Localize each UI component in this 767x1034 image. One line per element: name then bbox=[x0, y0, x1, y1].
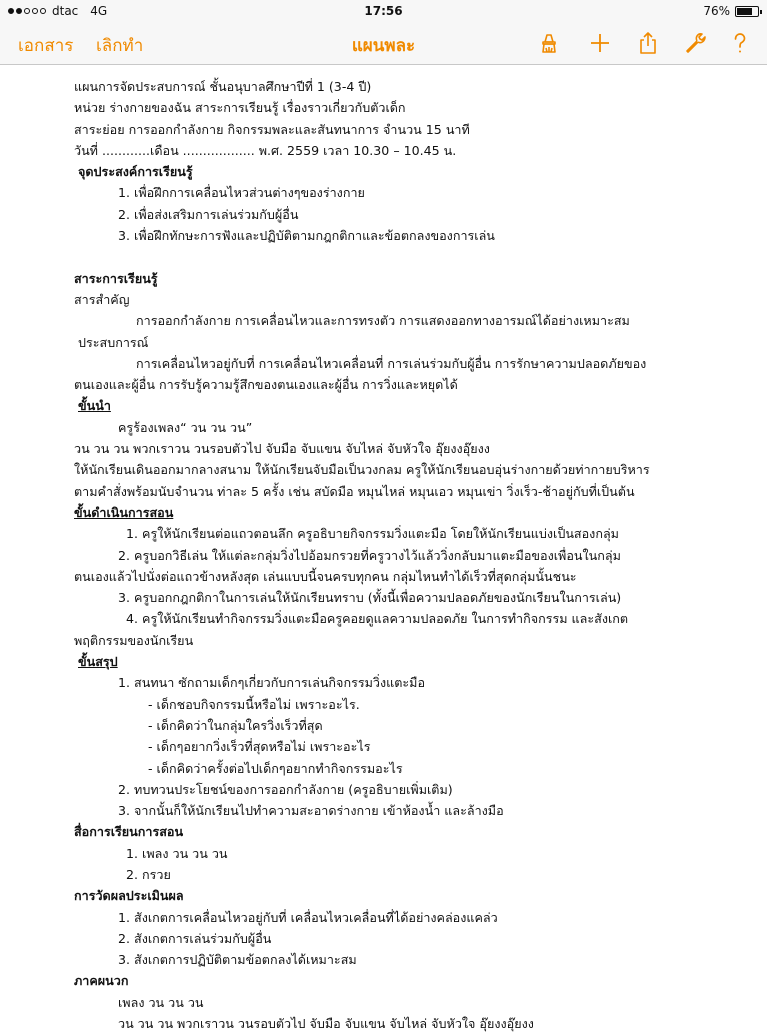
summary-question: - เด็กคิดว่าในกลุ่มใครวิ่งเร็วที่สุด bbox=[148, 717, 323, 733]
help-icon[interactable] bbox=[728, 31, 752, 55]
summary-heading: ขั้นสรุป bbox=[78, 654, 118, 670]
app-toolbar bbox=[0, 22, 767, 65]
key-text: การออกกำลังกาย การเคลื่อนไหวและการทรงตัว การแสดงออกทางอารมณ์ได้อย่างเหมาะสม bbox=[136, 313, 630, 329]
procedure-step: 3. ครูบอกกฎกติกาในการเล่นให้นักเรียนทราบ (ทั้งนี้เพื่อความปลอดภัยของนักเรียนในการเล่น) bbox=[118, 590, 622, 606]
intro-lyrics: วน วน วน พวกเราวน วนรอบตัวไป จับมือ จับแขน จับไหล่ จับหัวใจ อุ๊ยงงอุ๊ยงง bbox=[74, 441, 490, 457]
experience-label: ประสบการณ์ bbox=[78, 334, 149, 350]
clock: 17:56 bbox=[364, 4, 403, 18]
media-item: 1. เพลง วน วน วน bbox=[126, 845, 228, 861]
intro-text: ตามคำสั่งพร้อมนับจำนวน ท่าละ 5 ครั้ง เช่น สบัดมือ หมุนไหล่ หมุนเอว หมุนเข่า วิ่งเร็ว-ช้าอยู่กับที่เป็นต้น bbox=[74, 483, 635, 499]
summary-question: - เด็กชอบกิจกรรมนี้หรือไม่ เพราะอะไร. bbox=[148, 696, 360, 712]
plus-icon[interactable] bbox=[588, 31, 612, 55]
objective-item: 3. เพื่อฝึกทักษะการฟังและปฏิบัติตามกฎกติกาและข้อตกลงของการเล่น bbox=[118, 228, 495, 244]
intro-text: ให้นักเรียนเดินออกมากลางสนาม ให้นักเรียนจับมือเป็นวงกลม ครูให้นักเรียนอบอุ่นร่างกายด้วยท่ากายบริหาร bbox=[74, 462, 650, 478]
header-line: วันที่ ............เดือน .................. พ.ศ. 2559 เวลา 10.30 – 10.45 น. bbox=[74, 142, 457, 158]
procedure-heading: ขั้นดำเนินการสอน bbox=[74, 504, 174, 520]
procedure-step: พฤติกรรมของนักเรียน bbox=[74, 632, 194, 648]
status-bar bbox=[0, 0, 767, 22]
intro-song: ครูร้องเพลง“ วน วน วน” bbox=[118, 419, 253, 435]
evaluation-heading: การวัดผลประเมินผล bbox=[74, 888, 184, 904]
network-type: 4G bbox=[90, 4, 108, 18]
objective-item: 1. เพื่อฝึกการเคลื่อนไหวส่วนต่างๆของร่างกาย bbox=[118, 185, 365, 201]
content-heading: สาระการเรียนรู้ bbox=[74, 270, 158, 286]
header-line: สาระย่อย การออกกำลังกาย กิจกรรมพละและสันทนาการ จำนวน 15 นาที bbox=[74, 121, 470, 137]
blank-line bbox=[74, 246, 754, 267]
procedure-step: 4. ครูให้นักเรียนทำกิจกรรมวิ่งแตะมือครูคอยดูแลความปลอดภัย ในการทำกิจกรรม และสังเกต bbox=[126, 611, 629, 627]
procedure-step: 2. ครูบอกวิธีเล่น ให้แต่ละกลุ่มวิ่งไปอ้อมกรวยที่ครูวางไว้แล้ววิ่งกลับมาแตะมือของเพื่อนในกลุ่ม bbox=[118, 547, 621, 563]
appendix-heading: ภาคผนวก bbox=[74, 973, 129, 989]
experience-text: การเคลื่อนไหวอยู่กับที่ การเคลื่อนไหวเคลื่อนที่ การเล่นร่วมกับผู้อื่น การรักษาความปลอดภัยของ bbox=[136, 355, 647, 371]
battery-fill bbox=[737, 8, 752, 15]
evaluation-item: 3. สังเกตการปฏิบัติตามข้อตกลงได้เหมาะสม bbox=[118, 952, 357, 968]
battery-percent: 76% bbox=[703, 4, 730, 18]
media-heading: สื่อการเรียนการสอน bbox=[74, 824, 184, 840]
paintbrush-icon[interactable] bbox=[538, 31, 562, 55]
header-line: แผนการจัดประสบการณ์ ชั้นอนุบาลศึกษาปีที่ 1 (3-4 ปี) bbox=[74, 79, 372, 94]
appendix-song: เพลง วน วน วน bbox=[118, 994, 204, 1010]
summary-item: 3. จากนั้นก็ให้นักเรียนไปทำความสะอาดร่างกาย เข้าห้องน้ำ และล้างมือ bbox=[118, 803, 504, 819]
header-line: หน่วย ร่างกายของฉัน สาระการเรียนรู้ เรื่องราวเกี่ยวกับตัวเด็ก bbox=[74, 100, 406, 116]
summary-item: 2. ทบทวนประโยชน์ของการออกกำลังกาย (ครูอธิบายเพิ่มเติม) bbox=[118, 781, 453, 797]
experience-text: ตนเองและผู้อื่น การรับรู้ความรู้สึกของตนเองและผู้อื่น การวิ่งและหยุดได้ bbox=[74, 377, 458, 393]
key-label: สารสำคัญ bbox=[74, 291, 130, 307]
documents-button[interactable]: เอกสาร bbox=[18, 36, 74, 56]
intro-heading: ขั้นนำ bbox=[78, 398, 111, 414]
evaluation-item: 2. สังเกตการเล่นร่วมกับผู้อื่น bbox=[118, 930, 272, 946]
summary-question: - เด็กๆอยากวิ่งเร็วที่สุดหรือไม่ เพราะอะไร bbox=[148, 739, 371, 755]
battery-group bbox=[703, 4, 759, 18]
media-item: 2. กรวย bbox=[126, 866, 171, 882]
document-title: แผนพละ bbox=[351, 36, 416, 56]
carrier-name: dtac bbox=[52, 4, 79, 18]
undo-button[interactable]: เลิกทำ bbox=[96, 36, 144, 56]
wrench-icon[interactable] bbox=[683, 31, 707, 55]
objectives-heading: จุดประสงค์การเรียนรู้ bbox=[78, 164, 193, 180]
appendix-lyrics: วน วน วน พวกเราวน วนรอบตัวไป จับมือ จับแขน จับไหล่ จับหัวใจ อุ๊ยงงอุ๊ยงง bbox=[118, 1016, 534, 1032]
document-body[interactable] bbox=[74, 76, 754, 1034]
battery-icon bbox=[735, 6, 759, 17]
share-icon[interactable] bbox=[636, 31, 660, 55]
procedure-step: 1. ครูให้นักเรียนต่อแถวตอนลึก ครูอธิบายกิจกรรมวิ่งแตะมือ โดยให้นักเรียนแบ่งเป็นสองกลุ่ม bbox=[126, 526, 619, 542]
summary-question: - เด็กคิดว่าครั้งต่อไปเด็กๆอยากทำกิจกรรมอะไร bbox=[148, 760, 403, 776]
objective-item: 2. เพื่อส่งเสริมการเล่นร่วมกับผู้อื่น bbox=[118, 206, 299, 222]
summary-item: 1. สนทนา ซักถามเด็กๆเกี่ยวกับการเล่นกิจกรรมวิ่งแตะมือ bbox=[118, 675, 426, 691]
evaluation-item: 1. สังเกตการเคลื่อนไหวอยู่กับที่ เคลื่อนไหวเคลื่อนที่ได้อย่างคล่องแคล่ว bbox=[118, 909, 498, 925]
procedure-step: ตนเองแล้วไปนั่งต่อแถวข้างหลังสุด เล่นแบบนี้จนครบทุกคน กลุ่มไหนทำได้เร็วที่สุดกลุ่มนั้นชนะ bbox=[74, 568, 577, 584]
